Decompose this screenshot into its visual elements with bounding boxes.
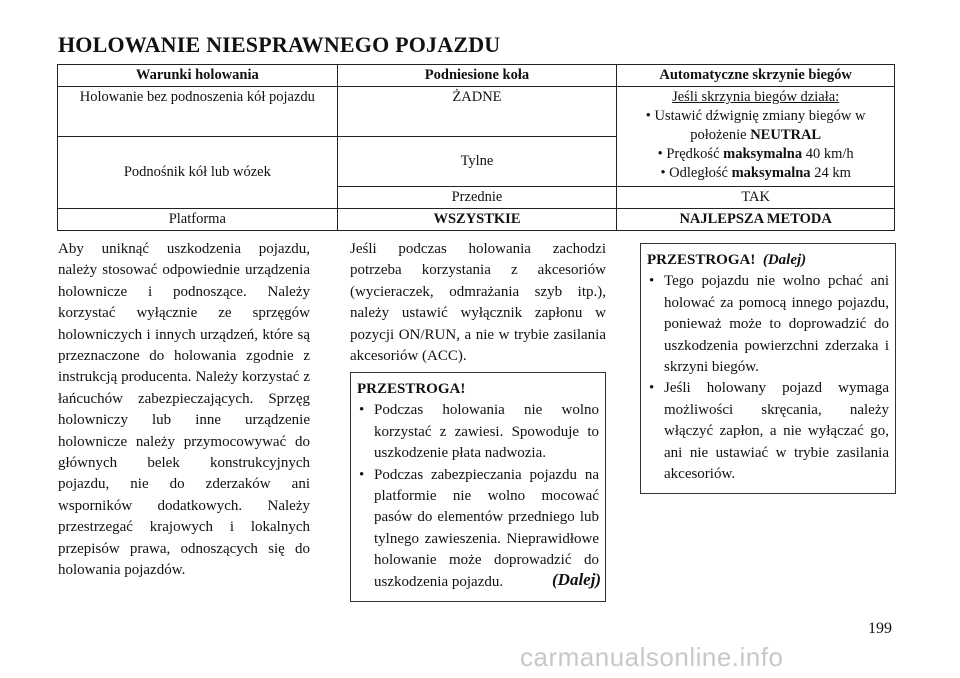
table-row: [58, 209, 895, 231]
cell-auto-instructions: [617, 87, 895, 187]
cell-wheels-none: ŻADNE: [337, 87, 617, 137]
auto-line-distance: • Odległość maksymalna 24 km: [660, 165, 851, 181]
caution-item: • Podczas holowania nie wolno korzystać z zawiesi. Spowoduje to uszkodzenie płata nadwozia.: [357, 400, 599, 464]
cell-condition-flat: Holowanie bez podnoszenia kół pojazdu: [58, 87, 338, 137]
header-automatic-transmission: Automatyczne skrzynie biegów: [617, 65, 895, 87]
page-number: 199: [868, 620, 892, 637]
cell-best-method: NAJLEPSZA METODA: [617, 209, 895, 231]
header-towing-conditions: Warunki holowania: [58, 65, 338, 87]
table-header-row: [58, 65, 895, 87]
cell-wheels-front: Przednie: [337, 187, 617, 209]
towing-table: [57, 64, 895, 231]
page-title: HOLOWANIE NIESPRAWNEGO POJAZDU: [58, 32, 501, 57]
continued-label: (Dalej): [552, 570, 602, 589]
cell-wheels-all: WSZYSTKIE: [337, 209, 617, 231]
middle-column-text: Jeśli podczas holowania zachodzi potrzeba korzystania z akcesoriów (wycieraczek, odmrażania szyb itp.), należy ustawić wyłącznik zapłonu w pozycji ON/RUN, a nie w trybie zasilania akcesoriów (ACC).: [350, 241, 606, 365]
auto-line-speed: • Prędkość maksymalna 40 km/h: [657, 146, 854, 162]
left-column-text: Aby uniknąć uszkodzenia pojazdu, należy stosować odpowiednie urządzenia holownicze i podnoszące. Należy korzystać wyłącznie ze sprzęgów holowniczych i innych urządzeń, które są przeznaczone do holowania zgodnie z instrukcją producenta. Należy korzystać z łańcuchów zabezpieczających. Sprzęg holowniczy lub inne urządzenie holownicze należy przymocowywać do głównych belek konstrukcyjnych pojazdu, nie do zderzaków ani wsporników dodatkowych. Należy przestrzegać krajowych i lokalnych przepisów prawa, odnoszących się do holowania pojazdów.: [58, 241, 310, 579]
caution-item: • Podczas zabezpieczania pojazdu na platformie nie wolno mocować pasów do elementów przedniego lub tylnego zawieszenia. Nieprawidłowe holowanie może doprowadzić do uszkodzenia pojazdu.: [357, 465, 599, 593]
caution-item: • Tego pojazdu nie wolno pchać ani holować za pomocą innego pojazdu, ponieważ może to doprowadzić do uszkodzenia powierzchni zderzaka i skrzyni biegów.: [647, 271, 889, 378]
caution-item: • Jeśli holowany pojazd wymaga możliwości skręcania, należy włączyć zapłon, a nie wyłączać go, ani nie ustawiać w trybie zasilania akcesoriów.: [647, 378, 889, 485]
table-row: [58, 87, 895, 137]
header-wheels-raised: Podniesione koła: [337, 65, 617, 87]
auto-heading: Jeśli skrzynia biegów działa:: [672, 89, 840, 105]
cell-condition-flatbed: Platforma: [58, 209, 338, 231]
caution-heading: PRZESTROGA!: [357, 381, 466, 397]
caution-box-2: [640, 243, 896, 494]
auto-line-neutral: • Ustawić dźwignię zmiany biegów w położenie NEUTRAL: [645, 108, 866, 143]
caution-box-1: [350, 372, 606, 602]
cell-wheels-rear: Tylne: [337, 137, 617, 187]
caution-heading: PRZESTROGA! (Dalej): [647, 252, 807, 268]
watermark: carmanualsonline.info: [520, 642, 784, 672]
cell-front-result: TAK: [617, 187, 895, 209]
cell-condition-dolly: Podnośnik kół lub wózek: [58, 137, 338, 209]
